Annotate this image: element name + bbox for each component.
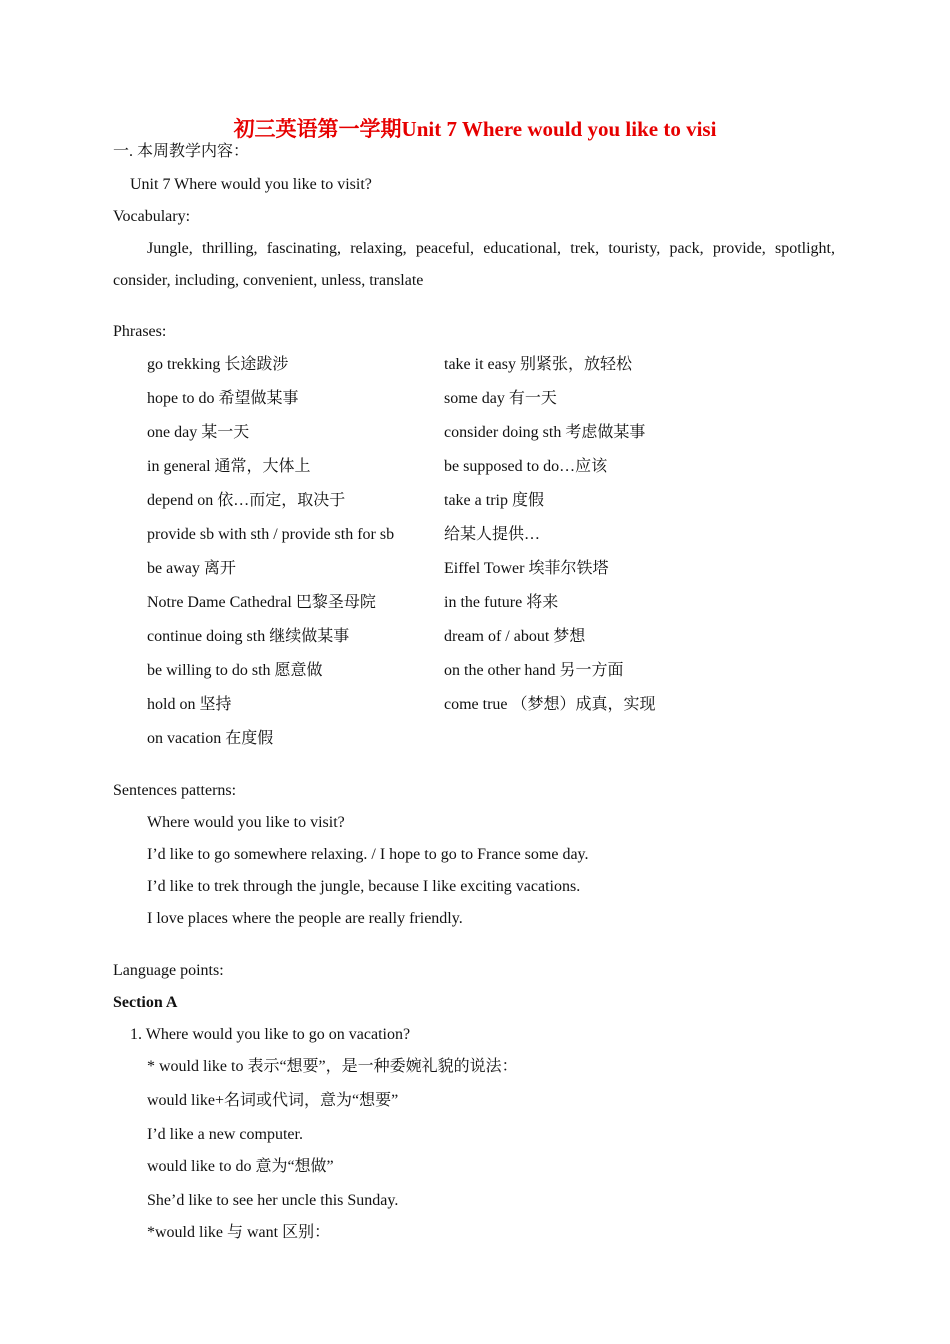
phrase-right: be supposed to do…应该	[444, 458, 608, 475]
phrase-right: on the other hand 另一方面	[444, 662, 624, 679]
phrase-right: Eiffel Tower 埃菲尔铁塔	[444, 560, 609, 577]
phrase-left: be away 离开	[147, 560, 236, 577]
phrase-right: some day 有一天	[444, 390, 557, 407]
language-points-heading: Language points:	[113, 962, 224, 979]
language-note: * would like to 表示“想要”，是一种委婉礼貌的说法：	[147, 1058, 518, 1075]
phrase-right: take it easy 别紧张，放轻松	[444, 356, 632, 373]
phrase-left: hold on 坚持	[147, 696, 232, 713]
sentences-heading: Sentences patterns:	[113, 782, 237, 799]
unit-line: Unit 7 Where would you like to visit?	[130, 176, 372, 193]
sentence-item: I love places where the people are really friendly.	[147, 910, 463, 927]
sentence-item: Where would you like to visit?	[147, 814, 345, 831]
phrase-right: in the future 将来	[444, 594, 559, 611]
phrase-right: 给某人提供…	[444, 526, 541, 543]
language-note: *would like 与 want 区别：	[147, 1224, 331, 1241]
section-a-heading: Section A	[113, 994, 178, 1011]
phrase-left: hope to do 希望做某事	[147, 390, 299, 407]
phrases-heading: Phrases:	[113, 323, 167, 340]
vocabulary-line-1: Jungle, thrilling, fascinating, relaxing, peaceful, educational, trek, touristy, pack, provide, spotlight,	[147, 240, 835, 257]
language-note: would like to do 意为“想做”	[147, 1158, 334, 1175]
vocabulary-line-2: consider, including, convenient, unless, translate	[113, 272, 424, 289]
language-note: I’d like a new computer.	[147, 1126, 303, 1143]
phrase-right: come true （梦想）成真，实现	[444, 696, 656, 713]
phrase-left: Notre Dame Cathedral 巴黎圣母院	[147, 594, 376, 611]
language-point-item: 1. Where would you like to go on vacation?	[130, 1026, 411, 1043]
phrase-left: depend on 依…而定，取决于	[147, 492, 346, 509]
phrase-left: on vacation 在度假	[147, 730, 274, 747]
page-title: 初三英语第一学期Unit 7 Where would you like to visi	[233, 117, 717, 141]
language-note: She’d like to see her uncle this Sunday.	[147, 1192, 399, 1209]
section-header: 一. 本周教学内容：	[113, 143, 250, 160]
language-note: would like+名词或代词，意为“想要”	[147, 1092, 399, 1109]
phrase-left: one day 某一天	[147, 424, 250, 441]
phrase-left: provide sb with sth / provide sth for sb	[147, 526, 395, 543]
phrase-right: take a trip 度假	[444, 492, 544, 509]
vocabulary-heading: Vocabulary:	[113, 208, 191, 225]
phrase-right: dream of / about 梦想	[444, 628, 586, 645]
phrase-right: consider doing sth 考虑做某事	[444, 424, 646, 441]
phrase-left: go trekking 长途跋涉	[147, 356, 289, 373]
phrase-left: in general 通常，大体上	[147, 458, 311, 475]
sentence-item: I’d like to go somewhere relaxing. / I hope to go to France some day.	[147, 846, 589, 863]
sentence-item: I’d like to trek through the jungle, because I like exciting vacations.	[147, 878, 581, 895]
phrase-left: continue doing sth 继续做某事	[147, 628, 350, 645]
phrase-left: be willing to do sth 愿意做	[147, 662, 323, 679]
